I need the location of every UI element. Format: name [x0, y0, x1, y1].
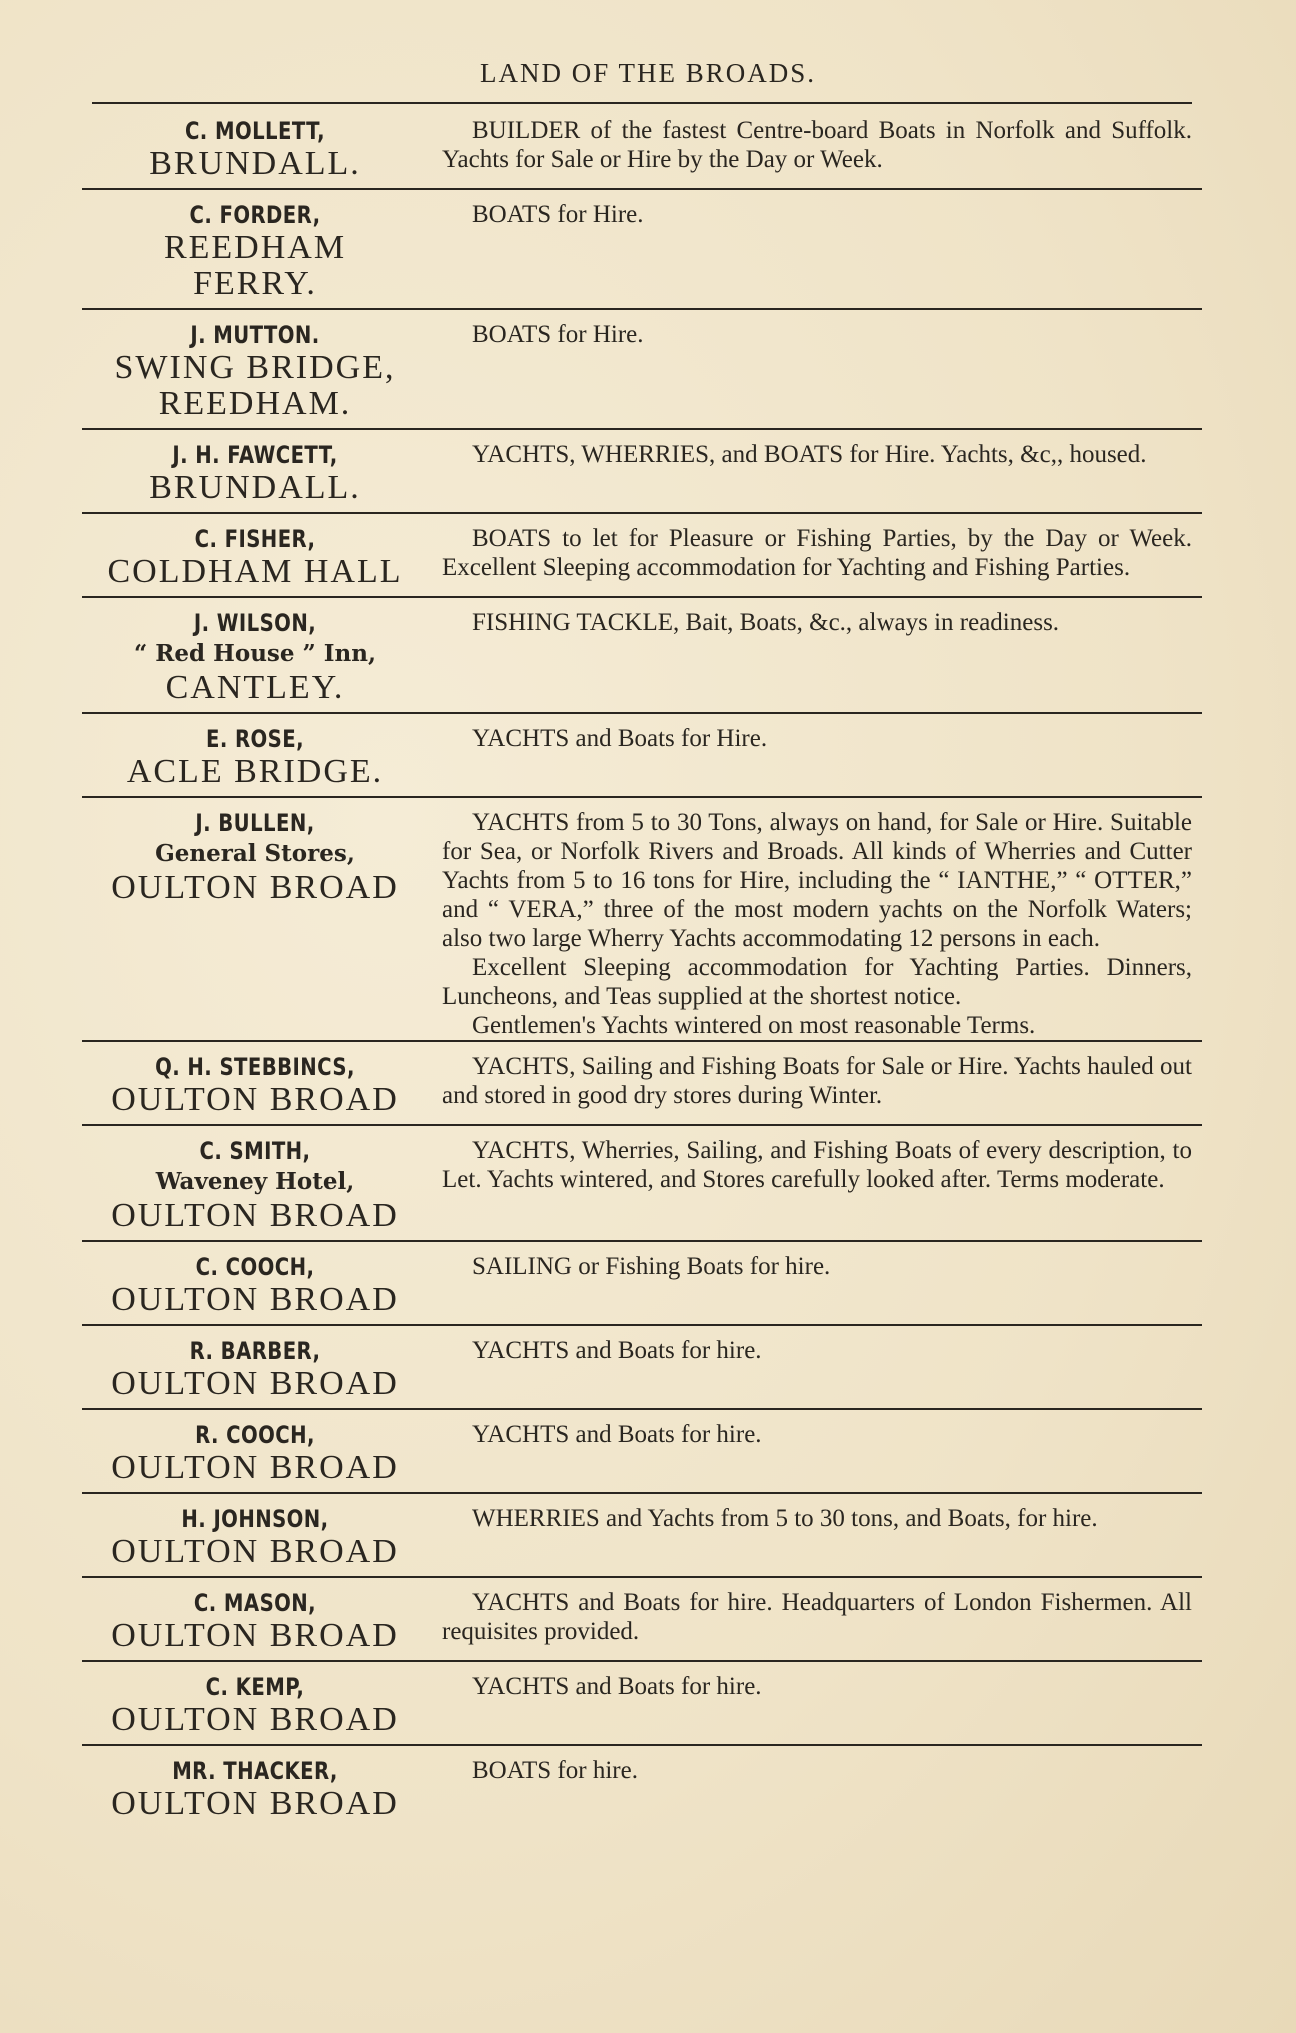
proprietor-block — [82, 1042, 428, 1124]
description-paragraph: BOATS to let for Pleasure or Fishing Parties, by the Day or Week. Excellent Sleeping accommodation for Yachting and Fishing Parties. — [442, 525, 1192, 581]
proprietor-block — [82, 1578, 428, 1660]
listing-entry — [82, 430, 1202, 514]
proprietor-name: C. MASON, — [193, 1589, 317, 1617]
listing-entry — [82, 106, 1202, 190]
location-line: OULTON BROAD — [111, 1081, 399, 1118]
service-description — [428, 190, 1202, 308]
service-description — [428, 1126, 1202, 1240]
description-paragraph: BOATS for Hire. — [472, 321, 644, 348]
proprietor-name: C. COOCH, — [195, 1253, 315, 1281]
proprietor-block — [82, 106, 428, 188]
description-paragraph: YACHTS, Sailing and Fishing Boats for Sale or Hire. Yachts hauled out and stored in good dry stores during Winter. — [442, 1053, 1192, 1109]
description-paragraph: Gentlemen's Yachts wintered on most reasonable Terms. — [472, 1012, 1036, 1039]
description-paragraph: BUILDER of the fastest Centre-board Boats in Norfolk and Suffolk. Yachts for Sale or Hire by the Day or Week. — [442, 117, 1192, 173]
location-line: OULTON BROAD — [111, 1785, 399, 1822]
establishment-name: General Stores, — [155, 840, 355, 867]
listing-entry — [82, 1494, 1202, 1578]
location-line: OULTON BROAD — [111, 1533, 399, 1570]
proprietor-block — [82, 310, 428, 428]
service-description — [428, 1410, 1202, 1492]
listing-entry — [82, 1326, 1202, 1410]
location-line: SWING BRIDGE, — [114, 349, 396, 386]
service-description — [428, 1578, 1202, 1660]
listing-entry — [82, 1578, 1202, 1662]
proprietor-block — [82, 190, 428, 308]
description-paragraph: YACHTS from 5 to 30 Tons, always on hand, for Sale or Hire. Suitable for Sea, or Norfolk Rivers and Broads. All kinds of Wherries and Cutter Yachts from 5 to 16 tons for Hire, including the “ IANTHE,” “ OTTER,” and “ VERA,” three of the most modern yachts on the Norfolk Waters; also two large Wherry Yachts accommodating 12 persons in each. — [442, 809, 1192, 952]
description-paragraph: FISHING TACKLE, Bait, Boats, &c., always in readiness. — [472, 609, 1060, 636]
listing-entry — [82, 190, 1202, 310]
listing-entry — [82, 310, 1202, 430]
location-line: REEDHAM. — [158, 385, 352, 422]
location-line: OULTON BROAD — [111, 1365, 399, 1402]
description-paragraph: SAILING or Fishing Boats for hire. — [472, 1253, 831, 1280]
proprietor-name: C. FORDER, — [189, 201, 321, 229]
proprietor-name: C. MOLLETT, — [184, 117, 326, 145]
proprietor-name: R. COOCH, — [195, 1421, 315, 1449]
proprietor-name: J. H. FAWCETT, — [172, 441, 338, 469]
description-paragraph: BOATS for Hire. — [472, 201, 644, 228]
listing-entry — [82, 1242, 1202, 1326]
description-paragraph: YACHTS, Wherries, Sailing, and Fishing Boats of every description, to Let. Yachts wintered, and Stores carefully looked after. Terms moderate. — [442, 1137, 1192, 1193]
proprietor-block — [82, 598, 428, 712]
description-paragraph: Excellent Sleeping accommodation for Yachting Parties. Dinners, Luncheons, and Teas supplied at the shortest notice. — [442, 954, 1192, 1010]
listing-entry — [82, 598, 1202, 714]
service-description — [428, 106, 1202, 188]
establishment-name: Waveney Hotel, — [155, 1168, 355, 1195]
service-description — [428, 798, 1202, 1040]
proprietor-block — [82, 1126, 428, 1240]
description-paragraph: YACHTS and Boats for hire. Headquarters of London Fishermen. All requisites provided. — [442, 1589, 1192, 1645]
service-description — [428, 1662, 1202, 1744]
proprietor-name: J. WILSON, — [193, 609, 317, 637]
proprietor-name: J. BULLEN, — [195, 809, 315, 837]
service-description — [428, 1494, 1202, 1576]
service-description — [428, 714, 1202, 796]
establishment-name: “ Red House ” Inn, — [134, 640, 376, 667]
description-paragraph: YACHTS and Boats for hire. — [472, 1673, 762, 1700]
service-description — [428, 430, 1202, 512]
proprietor-name: Q. H. STEBBINCS, — [155, 1053, 355, 1081]
description-paragraph: YACHTS and Boats for Hire. — [472, 725, 768, 752]
service-description — [428, 1746, 1202, 1828]
advertisement-list — [82, 106, 1202, 1828]
service-description — [428, 1326, 1202, 1408]
service-description — [428, 1242, 1202, 1324]
description-paragraph: YACHTS and Boats for hire. — [472, 1337, 762, 1364]
location-line: COLDHAM HALL — [107, 553, 403, 590]
listing-entry — [82, 1042, 1202, 1126]
proprietor-block — [82, 798, 428, 1040]
location-line: REEDHAM — [163, 229, 347, 266]
proprietor-name: E. ROSE, — [205, 725, 305, 753]
proprietor-name: C. SMITH, — [199, 1137, 311, 1165]
service-description — [428, 598, 1202, 712]
service-description — [428, 514, 1202, 596]
listing-entry — [82, 1746, 1202, 1828]
description-paragraph: WHERRIES and Yachts from 5 to 30 tons, and Boats, for hire. — [472, 1505, 1098, 1532]
proprietor-block — [82, 1242, 428, 1324]
location-line: OULTON BROAD — [111, 1617, 399, 1654]
proprietor-block — [82, 1662, 428, 1744]
description-paragraph: YACHTS and Boats for hire. — [472, 1421, 762, 1448]
proprietor-block — [82, 1746, 428, 1828]
proprietor-block — [82, 514, 428, 596]
proprietor-name: R. BARBER, — [189, 1337, 321, 1365]
location-line: OULTON BROAD — [111, 869, 399, 906]
listing-entry — [82, 1126, 1202, 1242]
proprietor-block — [82, 430, 428, 512]
running-head: LAND OF THE BROADS. — [479, 58, 817, 88]
proprietor-name: J. MUTTON. — [190, 321, 320, 349]
top-rule — [92, 102, 1192, 104]
location-line: ACLE BRIDGE. — [126, 753, 384, 790]
proprietor-block — [82, 1494, 428, 1576]
listing-entry — [82, 514, 1202, 598]
listing-entry — [82, 1410, 1202, 1494]
proprietor-block — [82, 1326, 428, 1408]
location-line: OULTON BROAD — [111, 1701, 399, 1738]
location-line: OULTON BROAD — [111, 1449, 399, 1486]
proprietor-name: MR. THACKER, — [172, 1757, 338, 1785]
location-line: OULTON BROAD — [111, 1281, 399, 1318]
proprietor-block — [82, 1410, 428, 1492]
proprietor-name: C. KEMP, — [205, 1673, 305, 1701]
location-line: OULTON BROAD — [111, 1197, 399, 1234]
location-line: CANTLEY. — [165, 669, 345, 706]
listing-entry — [82, 714, 1202, 798]
description-paragraph: YACHTS, WHERRIES, and BOATS for Hire. Yachts, &c,, housed. — [472, 441, 1147, 468]
service-description — [428, 1042, 1202, 1124]
listing-entry — [82, 1662, 1202, 1746]
listing-entry — [82, 798, 1202, 1042]
proprietor-name: C. FISHER, — [194, 525, 316, 553]
location-line: BRUNDALL. — [149, 469, 361, 506]
description-paragraph: BOATS for hire. — [472, 1757, 638, 1784]
location-line: FERRY. — [193, 265, 317, 302]
location-line: BRUNDALL. — [149, 145, 361, 182]
proprietor-name: H. JOHNSON, — [181, 1505, 329, 1533]
service-description — [428, 310, 1202, 428]
proprietor-block — [82, 714, 428, 796]
